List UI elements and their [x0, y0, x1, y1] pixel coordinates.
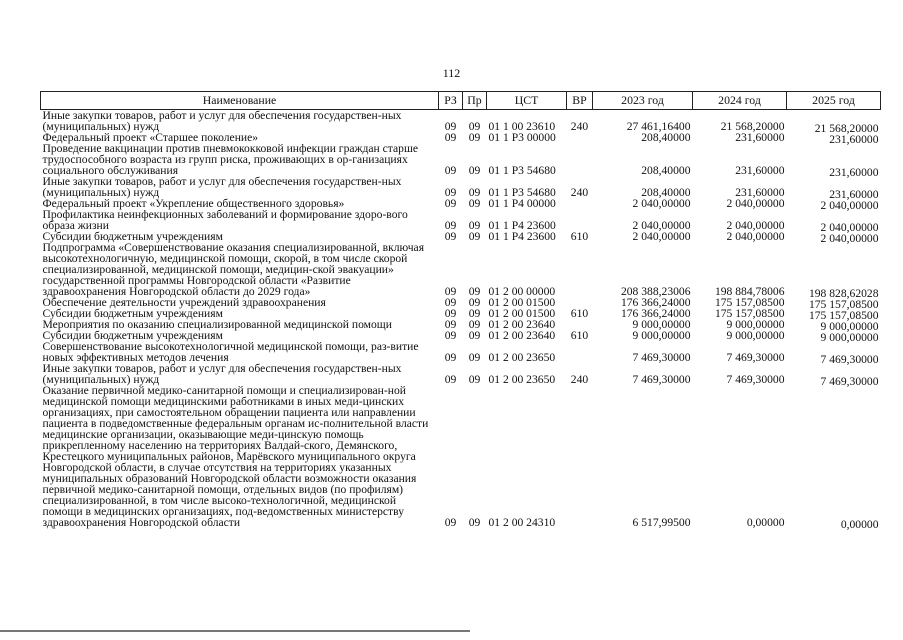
cell-y2024: 198 884,78006 [714, 285, 785, 298]
cell-vr: 610 [570, 230, 589, 243]
cell-name: Субсидии бюджетным учреждениям [42, 329, 223, 342]
cell-y2025: 2 040,00000 [820, 232, 879, 245]
cell-name: Оказание первичной медико-санитарной помощи и специализирован-ной медицинской помощи медицинскими работниками в иных меди-цинских организациях, при самостоятельном обращении пациента или направлении пациента в подведомственные федеральным органам ис-полнительной власти медицинские организации, оказывающие меди-цинскую помощь прикрепленному населению на территориях Валдай-ского, Демянского, Крестецкого муниципальных районов, Марёвского муниципального округа Новгородской области, в случае отсутствия на территориях указанных муниципальных образований Новгородской области возможности оказания первичной медико-санитарной помощи, отдельных видов (по профилям) специализированной, в том числе высоко-технологичной, медицинской помощи в медицинских организациях, под-ведомственных министерству здравоохранения Новгородской области [42, 384, 429, 529]
cell-vr: 610 [570, 307, 589, 320]
cell-y2023: 7 469,30000 [632, 351, 691, 364]
cell-y2024: 2 040,00000 [726, 219, 785, 232]
table-row [41, 242, 881, 297]
cell-name: Обеспечение деятельности учреждений здравоохранения [42, 296, 326, 309]
bottom-rule [0, 630, 470, 632]
cell-cst: 01 1 P4 23600 [488, 219, 556, 232]
cell-cst: 01 1 P3 54680 [488, 186, 556, 199]
cell-pr: 09 [468, 351, 481, 364]
cell-pr: 09 [468, 329, 481, 342]
cell-name: Мероприятия по оказанию специализированной медицинской помощи [42, 318, 392, 331]
cell-y2025: 2 040,00000 [820, 199, 879, 212]
table-row [41, 341, 881, 363]
table-row [41, 176, 881, 198]
cell-y2025: 231,60000 [829, 188, 879, 201]
cell-vr [567, 143, 593, 176]
cell-pr: 09 [468, 186, 481, 199]
cell-cst: 01 2 00 23640 [488, 329, 556, 342]
cell-rz: 09 [444, 219, 457, 232]
cell-y2025: 7 469,30000 [820, 353, 879, 366]
cell-y2023: 9 000,00000 [632, 318, 691, 331]
cell-name: Субсидии бюджетным учреждениям [42, 230, 223, 243]
cell-cst: 01 2 00 01500 [488, 307, 556, 320]
cell-vr: 240 [570, 373, 589, 386]
cell-cst: 01 1 00 23610 [488, 120, 556, 133]
cell-y2023: 208,40000 [641, 164, 691, 177]
cell-y2025: 198 828,62028 [808, 287, 879, 300]
cell-y2025: 9 000,00000 [820, 331, 879, 344]
cell-pr: 09 [468, 219, 481, 232]
cell-rz: 09 [444, 230, 457, 243]
cell-name: Федеральный проект «Старшее поколение» [42, 131, 259, 144]
cell-y2025: 231,60000 [829, 166, 879, 179]
cell-y2024: 9 000,00000 [726, 318, 785, 331]
cell-y2024: 7 469,30000 [726, 351, 785, 364]
cell-pr: 09 [468, 307, 481, 320]
cell-name: Профилактика неинфекционных заболеваний и формирование здоро-вого образа жизни [42, 208, 408, 232]
cell-y2025: 0,00000 [840, 518, 879, 531]
cell-y2024: 9 000,00000 [726, 329, 785, 342]
header-pr: Пр [463, 92, 487, 110]
cell-pr: 09 [468, 285, 481, 298]
cell-cst: 01 2 00 24310 [488, 516, 556, 529]
cell-pr: 09 [468, 230, 481, 243]
cell-vr: 240 [570, 186, 589, 199]
cell-vr: 610 [570, 329, 589, 342]
cell-rz: 09 [444, 285, 457, 298]
cell-y2024: 7 469,30000 [726, 373, 785, 386]
cell-vr [567, 198, 593, 209]
cell-y2023: 27 461,16400 [626, 120, 691, 133]
table-row [41, 110, 881, 133]
budget-table [40, 91, 881, 531]
cell-y2024: 175 157,08500 [714, 307, 785, 320]
cell-cst: 01 2 00 23650 [488, 373, 556, 386]
table-header-row [41, 92, 881, 110]
cell-y2024: 231,60000 [735, 164, 785, 177]
cell-vr [567, 132, 593, 143]
header-cst: ЦСТ [487, 92, 567, 110]
cell-rz: 09 [444, 516, 457, 529]
cell-vr: 240 [570, 120, 589, 133]
cell-y2024: 231,60000 [735, 186, 785, 199]
cell-y2025: 175 157,08500 [808, 298, 879, 311]
cell-pr: 09 [468, 516, 481, 529]
cell-pr: 09 [468, 373, 481, 386]
cell-name: Субсидии бюджетным учреждениям [42, 307, 223, 320]
cell-name: Иные закупки товаров, работ и услуг для обеспечения государствен-ных (муниципальных) нужд [42, 175, 402, 199]
cell-y2024: 21 568,20000 [720, 120, 785, 133]
cell-pr: 09 [468, 164, 481, 177]
cell-y2023: 7 469,30000 [632, 373, 691, 386]
header-2025: 2025 год [787, 92, 881, 110]
cell-cst: 01 2 00 00000 [488, 285, 556, 298]
cell-y2023: 2 040,00000 [632, 230, 691, 243]
cell-cst: 01 1 P3 54680 [488, 164, 556, 177]
cell-y2023: 9 000,00000 [632, 329, 691, 342]
cell-y2023: 176 366,24000 [620, 307, 691, 320]
cell-rz: 09 [444, 296, 457, 309]
cell-y2023: 176 366,24000 [620, 296, 691, 309]
cell-vr [567, 242, 593, 297]
cell-y2025: 7 469,30000 [820, 375, 879, 388]
cell-rz: 09 [444, 120, 457, 133]
cell-rz: 09 [444, 164, 457, 177]
cell-pr: 09 [468, 296, 481, 309]
cell-y2025: 2 040,00000 [820, 221, 879, 234]
cell-pr: 09 [468, 197, 481, 210]
header-rz: РЗ [439, 92, 463, 110]
cell-y2024: 2 040,00000 [726, 197, 785, 210]
table-row [41, 363, 881, 385]
cell-cst: 01 2 00 01500 [488, 296, 556, 309]
cell-y2023: 2 040,00000 [632, 219, 691, 232]
table-row [41, 209, 881, 231]
cell-cst: 01 2 00 23640 [488, 318, 556, 331]
header-2024: 2024 год [693, 92, 787, 110]
cell-name: Федеральный проект «Укрепление общественного здоровья» [42, 197, 345, 210]
cell-rz: 09 [444, 131, 457, 144]
cell-name: Иные закупки товаров, работ и услуг для обеспечения государствен-ных (муниципальных) нужд [42, 362, 402, 386]
cell-rz: 09 [444, 329, 457, 342]
cell-y2025: 9 000,00000 [820, 320, 879, 333]
cell-rz: 09 [444, 351, 457, 364]
cell-y2024: 231,60000 [735, 131, 785, 144]
cell-name: Иные закупки товаров, работ и услуг для обеспечения государствен-ных (муниципальных) нужд [42, 109, 402, 133]
cell-y2025: 175 157,08500 [808, 309, 879, 322]
cell-vr [567, 209, 593, 231]
cell-y2025: 231,60000 [829, 133, 879, 146]
cell-cst: 01 2 00 23650 [488, 351, 556, 364]
cell-vr [567, 385, 593, 528]
header-2023: 2023 год [593, 92, 693, 110]
cell-rz: 09 [444, 197, 457, 210]
cell-y2025: 21 568,20000 [814, 122, 879, 135]
table-row [41, 385, 881, 528]
cell-y2024: 0,00000 [746, 516, 785, 529]
cell-cst: 01 1 P4 00000 [488, 197, 556, 210]
cell-y2023: 2 040,00000 [632, 197, 691, 210]
cell-y2023: 208,40000 [641, 131, 691, 144]
cell-rz: 09 [444, 186, 457, 199]
cell-rz: 09 [444, 307, 457, 320]
cell-name: Подпрограмма «Совершенствование оказания специализированной, включая высокотехнологичную, медицинской помощи, скорой, в том числе скорой специализированной, медицинской помощи, медицин-ской эвакуации» государственной программы Новгородской области «Развитие здравоохранения Новгородской области до 2029 года» [42, 241, 425, 298]
cell-vr [567, 341, 593, 363]
header-vr: ВР [567, 92, 593, 110]
page-number: 112 [442, 66, 461, 80]
cell-pr: 09 [468, 120, 481, 133]
cell-pr: 09 [468, 318, 481, 331]
cell-y2024: 175 157,08500 [714, 296, 785, 309]
cell-y2023: 6 517,99500 [632, 516, 691, 529]
cell-cst: 01 1 P4 23600 [488, 230, 556, 243]
cell-y2023: 208,40000 [641, 186, 691, 199]
cell-y2023: 208 388,23006 [620, 285, 691, 298]
cell-name: Совершенствование высокотехнологичной медицинской помощи, раз-витие новых эффективных методов лечения [42, 340, 419, 364]
cell-cst: 01 1 P3 00000 [488, 131, 556, 144]
table-row [41, 143, 881, 176]
cell-rz: 09 [444, 373, 457, 386]
table-body [41, 110, 881, 529]
cell-y2024: 2 040,00000 [726, 230, 785, 243]
cell-rz: 09 [444, 318, 457, 331]
header-name: Наименование [41, 92, 439, 110]
cell-name: Проведение вакцинации против пневмококковой инфекции граждан старше трудоспособного возраста из групп риска, проживающих в ор-ганизациях социального обслуживания [42, 142, 419, 177]
cell-pr: 09 [468, 131, 481, 144]
